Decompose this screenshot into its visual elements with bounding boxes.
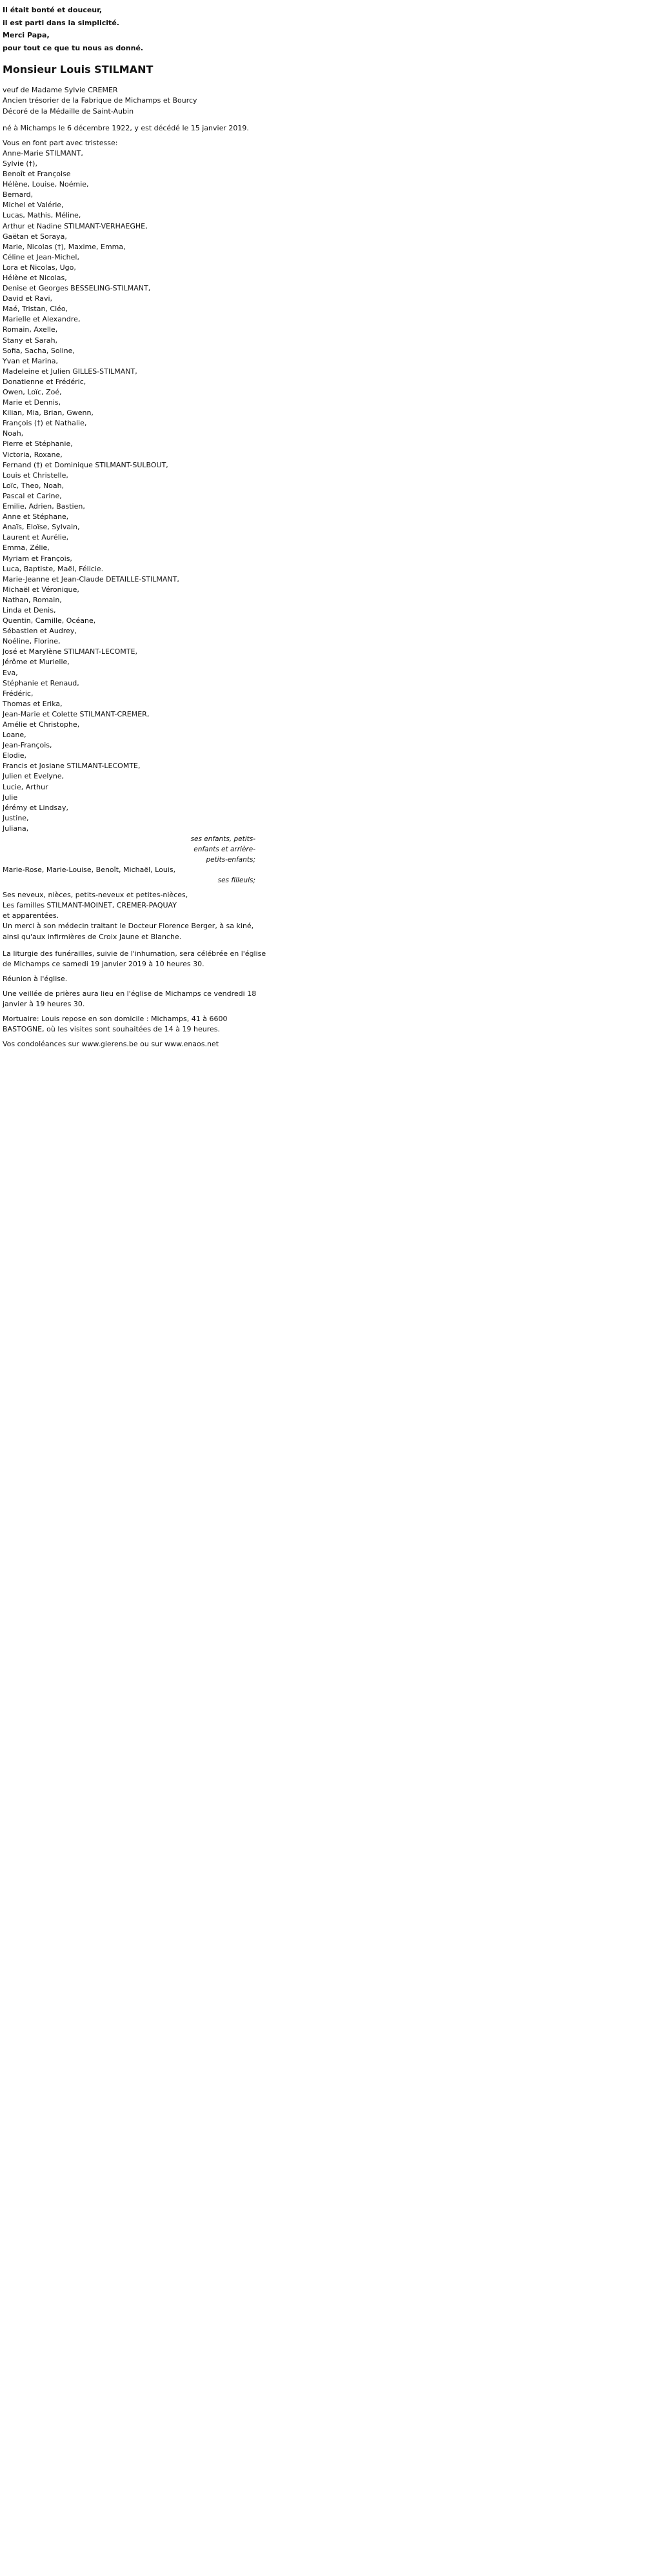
family-member-line: Amélie et Christophe, [3,720,80,729]
family-member-line: Pascal et Carine, [3,491,62,500]
family-member-line: Anne et Stéphane, [3,512,69,522]
family-role-line: ses enfants, petits- [190,835,255,844]
gathering-line: Réunion à l'église. [3,974,68,983]
family-member-line: Anaïs, Eloïse, Sylvain, [3,523,80,532]
family-member-line: Marie-Jeanne et Jean-Claude DETAILLE-STILMANT, [3,574,179,583]
family-member-line: Jérôme et Murielle, [3,658,70,667]
family-member-line: Yvan et Marina, [3,356,59,365]
family-member-line: Sylvie (†), [3,159,37,168]
family-member-line: Emma, Zélie, [3,543,50,553]
family-member-line: Stéphanie et Renaud, [3,678,79,687]
epitaph-quote [3,4,255,54]
relatives-line: Les familles STILMANT-MOINET, CREMER-PAQUAY [3,901,177,910]
godchildren-line: Marie-Rose, Marie-Louise, Benoît, Michaël, Louis, [3,866,176,875]
family-member-line: Stany et Sarah, [3,336,58,345]
family-member-line: Pierre et Stéphanie, [3,440,73,449]
mortuary-line: Mortuaire: Louis repose en son domicile : Michamps, 41 à 6600 [3,1015,228,1024]
family-role-line: petits-enfants; [206,856,255,864]
titles-block [3,85,255,116]
quote-line: il est parti dans la simplicité. [3,18,119,27]
deceased-name: Monsieur Louis STILMANT [3,63,154,76]
family-member-line: Frédéric, [3,689,34,698]
family-member-line: Louis et Christelle, [3,471,68,480]
thanks-block [3,921,255,942]
family-member-line: Donatienne et Frédéric, [3,377,86,386]
family-member-line: Laurent et Aurélie, [3,533,69,542]
family-member-line: Lucie, Arthur [3,782,48,791]
family-member-line: Lucas, Mathis, Méline, [3,211,81,220]
family-member-line: Eva, [3,668,18,677]
funeral-line: La liturgie des funérailles, suivie de l'inhumation, sera célébrée en l'église [3,949,266,958]
relatives-line: Ses neveux, nièces, petits-neveux et petites-nièces, [3,891,188,900]
family-member-line: Noéline, Florine, [3,637,61,646]
family-member-line: Madeleine et Julien GILLES-STILMANT, [3,367,137,376]
family-member-line: Hélène, Louise, Noémie, [3,180,89,189]
family-member-line: Myriam et François, [3,554,72,563]
funeral-line: de Michamps ce samedi 19 janvier 2019 à 10 heures 30. [3,959,204,968]
family-member-line: Jean-Marie et Colette STILMANT-CREMER, [3,709,150,718]
family-member-line: Luca, Baptiste, Maël, Félicie. [3,564,104,573]
family-member-line: Lora et Nicolas, Ugo, [3,263,76,272]
family-member-line: Kilian, Mia, Brian, Gwenn, [3,409,94,418]
family-member-line: Quentin, Camille, Océane, [3,616,96,625]
family-member-line: Marielle et Alexandre, [3,315,81,324]
family-member-line: Julie [3,793,18,802]
family-member-line: François (†) et Nathalie, [3,419,87,428]
family-member-line: Sébastien et Audrey, [3,627,77,636]
family-member-line: Maé, Tristan, Cléo, [3,305,68,314]
family-member-line: Gaëtan et Soraya, [3,232,67,241]
family-member-line: Sofia, Sacha, Soline, [3,346,75,355]
family-member-line: Francis et Josiane STILMANT-LECOMTE, [3,762,141,771]
family-member-line: Victoria, Roxane, [3,450,63,459]
family-member-line: David et Ravi, [3,294,53,303]
mortuary-line: BASTOGNE, où les visites sont souhaitées de 14 à 19 heures. [3,1025,221,1034]
family-list [3,148,255,834]
family-member-line: Hélène et Nicolas, [3,273,67,282]
family-member-line: Anne-Marie STILMANT, [3,148,83,157]
obituary-page [0,0,266,1285]
family-member-line: Denise et Georges BESSELING-STILMANT, [3,284,151,293]
family-member-line: Benoît et Françoise [3,170,71,179]
family-member-line: Elodie, [3,751,27,760]
title-line: Décoré de la Médaille de Saint-Aubin [3,106,134,116]
family-member-line: Justine, [3,813,29,822]
family-member-line: Jérémy et Lindsay, [3,803,68,812]
family-member-line: Owen, Loïc, Zoé, [3,388,62,396]
family-member-line: Emilie, Adrien, Bastien, [3,502,85,511]
condolences-line: Vos condoléances sur www.gierens.be ou sur www.enaos.net [3,1040,219,1049]
family-member-line: Juliana, [3,824,29,833]
birth-death-line: né à Michamps le 6 décembre 1922, y est décédé le 15 janvier 2019. [3,123,249,132]
mortuary-block [3,1014,255,1035]
family-member-line: José et Marylène STILMANT-LECOMTE, [3,647,137,656]
family-member-line: Michaël et Véronique, [3,585,79,594]
godchildren-role: ses filleuls; [217,877,255,885]
family-member-line: Julien et Evelyne, [3,772,64,781]
thanks-line: ainsi qu'aux infirmières de Croix Jaune et Blanche. [3,932,182,941]
family-member-line: Loïc, Theo, Noah, [3,481,64,490]
family-member-line: Marie, Nicolas (†), Maxime, Emma, [3,242,126,251]
relatives-line: et apparentées. [3,911,59,920]
vigil-block [3,989,255,1009]
family-member-line: Céline et Jean-Michel, [3,252,79,261]
family-member-line: Nathan, Romain, [3,595,62,604]
family-member-line: Arthur et Nadine STILMANT-VERHAEGHE, [3,221,148,230]
quote-line: Il était bonté et douceur, [3,6,103,14]
intro-line: Vous en font part avec tristesse: [3,138,118,147]
vigil-line: Une veillée de prières aura lieu en l'église de Michamps ce vendredi 18 [3,989,257,998]
title-line: Ancien trésorier de la Fabrique de Michamps et Bourcy [3,96,197,105]
family-member-line: Jean-François, [3,741,52,750]
family-member-line: Bernard, [3,190,34,199]
vigil-line: janvier à 19 heures 30. [3,999,85,1008]
family-member-line: Romain, Axelle, [3,325,58,334]
family-member-line: Michel et Valérie, [3,201,64,210]
thanks-line: Un merci à son médecin traitant le Docteur Florence Berger, à sa kiné, [3,922,254,931]
title-line: veuf de Madame Sylvie CREMER [3,86,118,95]
relatives-block [3,890,255,921]
family-member-line: Fernand (†) et Dominique STILMANT-SULBOUT, [3,460,168,469]
funeral-block [3,949,266,969]
family-member-line: Noah, [3,429,24,438]
quote-line: Merci Papa, [3,31,50,40]
quote-line: pour tout ce que tu nous as donné. [3,43,144,52]
family-role-line: enfants et arrière- [194,846,255,854]
family-member-line: Linda et Denis, [3,605,56,614]
family-member-line: Loane, [3,731,26,740]
family-member-line: Thomas et Erika, [3,699,63,708]
family-role [3,834,255,865]
family-member-line: Marie et Dennis, [3,398,61,407]
